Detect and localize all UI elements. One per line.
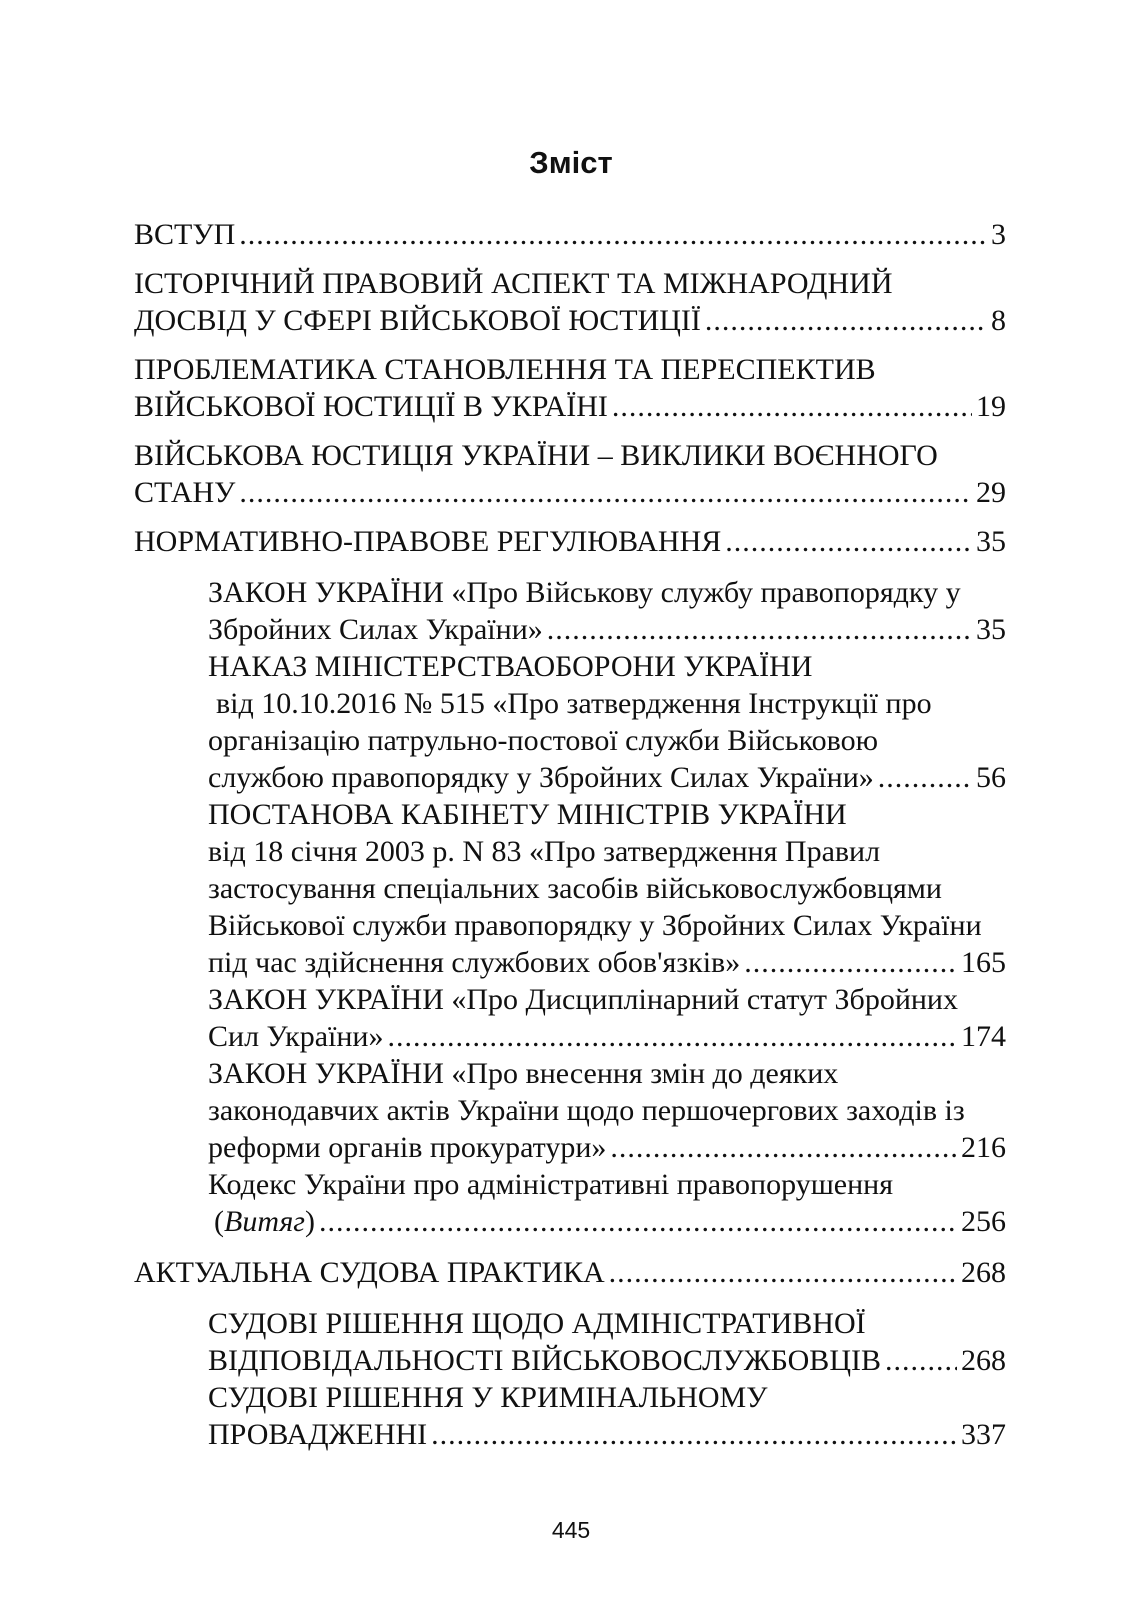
dot-leader [705,302,987,339]
toc-entry-line: НАКАЗ МІНІСТЕРСТВАОБОРОНИ УКРАЇНИ [208,650,813,683]
dot-leader [431,1416,957,1453]
toc-entry-line: ВІЙСЬКОВА ЮСТИЦІЯ УКРАЇНИ – ВИКЛИКИ ВОЄННОГО [134,439,938,472]
page-title: Зміст [529,145,613,180]
toc-page-number: 268 [961,1344,1006,1377]
close-paren: ) [305,1205,316,1238]
toc-entry-line: СТАНУ [134,476,236,509]
toc-entry-line: реформи органів прокуратури» [208,1131,607,1164]
toc-entry-line: Військової служби правопорядку у Збройних Силах України [208,909,982,942]
dot-leader [612,388,972,425]
toc-entry-line: Збройних Силах України» [208,613,543,646]
toc-entry-line: Кодекс України про адміністративні правопорушення [208,1168,894,1201]
toc-subentry-zakon-vsp[interactable] [208,574,1006,648]
toc-page-number: 337 [961,1418,1006,1451]
dot-leader [239,216,987,253]
toc-entry-line: ПРОВАДЖЕННІ [208,1418,428,1451]
toc-entry-line: Сил України» [208,1020,384,1053]
dot-leader [609,1254,957,1291]
toc-subentry-kodeks[interactable] [208,1166,1006,1240]
toc-entry-line: ІСТОРІЧНИЙ ПРАВОВИЙ АСПЕКТ ТА МІЖНАРОДНИЙ [134,267,893,300]
dot-leader [885,1342,957,1379]
toc-entry-aktualna[interactable] [134,1254,1006,1291]
toc-entry-line: ПРОБЛЕМАТИКА СТАНОВЛЕННЯ ТА ПЕРЕСПЕКТИВ [134,353,876,386]
dot-leader [878,759,972,796]
toc-subentry-zakon-prokuratura[interactable] [208,1055,1006,1166]
toc-page-number: 256 [961,1205,1006,1238]
toc-subentry-sudovi-krym[interactable] [208,1379,1006,1453]
dot-leader [319,1203,957,1240]
toc-page-number: 35 [976,525,1006,558]
toc-entry-line: СУДОВІ РІШЕННЯ У КРИМІНАЛЬНОМУ [208,1381,768,1414]
toc-entry-line: від 18 січня 2003 р. N 83 «Про затвердження Правил [208,835,881,868]
toc-entry-line [208,1203,315,1240]
toc-entry-normatyvno[interactable] [134,523,1006,560]
toc-entry-line: ПОСТАНОВА КАБІНЕТУ МІНІСТРІВ УКРАЇНИ [208,798,847,831]
dot-leader [610,1129,957,1166]
toc-page-number: 174 [961,1020,1006,1053]
toc-entry-title: ВСТУП [134,218,236,251]
dot-leader [239,474,972,511]
toc-entry-istorychnyi[interactable] [134,265,1006,339]
toc-entry-line: законодавчих актів України щодо першочергових заходів із [208,1094,965,1127]
toc-subentry-postanova[interactable] [208,796,1006,981]
toc-entry-line: СУДОВІ РІШЕННЯ ЩОДО АДМІНІСТРАТИВНОЇ [208,1307,866,1340]
dot-leader [547,611,972,648]
toc-page-number: 165 [961,946,1006,979]
toc-page-number: 19 [976,390,1006,423]
toc-page-number: 3 [991,218,1006,251]
toc-subentry-zakon-dysc[interactable] [208,981,1006,1055]
toc-entry-line: службою правопорядку у Збройних Силах України» [208,761,874,794]
toc-entry-line: ВІЙСЬКОВОЇ ЮСТИЦІЇ В УКРАЇНІ [134,390,608,423]
toc-page-number: 35 [976,613,1006,646]
open-paren: ( [214,1205,224,1238]
toc-page-number: 29 [976,476,1006,509]
toc-page-number: 8 [991,304,1006,337]
page-footer-number: 445 [551,1517,591,1543]
toc-entry-vstup[interactable] [134,216,1006,253]
toc-page-number: 56 [976,761,1006,794]
toc-entry-problematyka[interactable] [134,351,1006,425]
dot-leader [744,944,957,981]
toc-entry-line: під час здійснення службових обов'язків» [208,946,741,979]
italic-extract-label: Витяг [224,1205,306,1238]
toc-entry-line: від 10.10.2016 № 515 «Про затвердження Інструкції про [216,687,932,720]
dot-leader [725,523,972,560]
dot-leader [387,1018,957,1055]
toc-entry-line: ДОСВІД У СФЕРІ ВІЙСЬКОВОЇ ЮСТИЦІЇ [134,304,701,337]
table-of-contents [0,216,1142,1453]
toc-entry-line: ЗАКОН УКРАЇНИ «Про Військову службу правопорядку у [208,576,961,609]
toc-entry-line: застосування спеціальних засобів військовослужбовцями [208,872,942,905]
toc-page-number: 268 [961,1256,1006,1289]
toc-entry-title: АКТУАЛЬНА СУДОВА ПРАКТИКА [134,1256,605,1289]
toc-entry-viiskova[interactable] [134,437,1006,511]
toc-subentry-sudovi-admin[interactable] [208,1305,1006,1379]
toc-subentry-nakaz[interactable] [208,648,1006,796]
toc-entry-title: НОРМАТИВНО-ПРАВОВЕ РЕГУЛЮВАННЯ [134,525,722,558]
toc-entry-line: ЗАКОН УКРАЇНИ «Про Дисциплінарний статут Збройних [208,983,958,1016]
toc-entry-line: ЗАКОН УКРАЇНИ «Про внесення змін до деяких [208,1057,839,1090]
toc-entry-line: організацію патрульно-постової служби Військовою [208,724,879,757]
toc-entry-line: ВІДПОВІДАЛЬНОСТІ ВІЙСЬКОВОСЛУЖБОВЦІВ [208,1344,881,1377]
toc-page-number: 216 [961,1131,1006,1164]
